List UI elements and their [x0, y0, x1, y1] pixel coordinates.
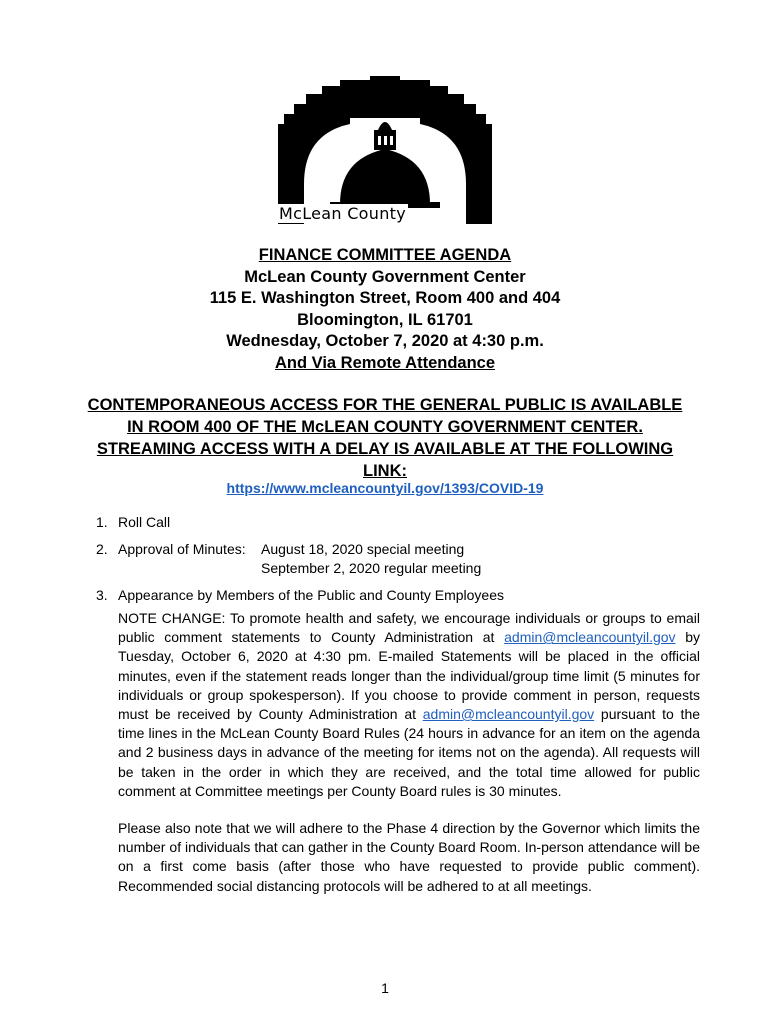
agenda-remote: And Via Remote Attendance: [274, 353, 496, 372]
item-number: 3.: [96, 587, 108, 603]
email-link-2[interactable]: admin@mcleancountyil.gov: [422, 706, 595, 723]
minutes-line-1: August 18, 2020 special meeting: [261, 541, 465, 557]
agenda-item-minutes: [96, 540, 700, 578]
minutes-line-2: September 2, 2020 regular meeting: [261, 560, 482, 576]
item-number: 1.: [96, 514, 108, 530]
note-change-paragraph: [118, 609, 700, 801]
item-number: 2.: [96, 541, 108, 557]
access-notice: CONTEMPORANEOUS ACCESS FOR THE GENERAL PUBLIC IS AVAILABLE IN ROOM 400 OF THE McLEAN COUNTY GOVERNMENT CENTER. STREAMING ACCESS WITH A DELAY IS AVAILABLE AT THE FOLLOWING LINK:: [87, 396, 683, 480]
agenda-item-appearance: [96, 586, 700, 896]
item-label: Roll Call: [118, 514, 171, 530]
note-text-a: NOTE CHANGE: To promote health and safety, we encourage individuals or groups to email public comment statements to County Administration at: [118, 610, 700, 646]
agenda-header: [0, 245, 770, 374]
agenda-address: 115 E. Washington Street, Room 400 and 404: [209, 289, 561, 307]
covid-link[interactable]: https://www.mcleancountyil.gov/1393/COVID-19: [226, 480, 544, 496]
agenda-item-roll-call: [96, 513, 700, 532]
note-text-b: by Tuesday, October 6, 2020 at 4:30 pm. E-mailed Statements will be placed in the official minutes, even if the statement reads longer than the individual/group time limit (5 minutes for individuals or group spokesperson). If you choose to provide comment in person, requests must be received by County Administration at: [118, 629, 701, 723]
email-link[interactable]: admin@mcleancountyil.gov: [504, 629, 676, 646]
page-number: 1: [381, 980, 389, 996]
agenda-datetime: Wednesday, October 7, 2020 at 4:30 p.m.: [226, 332, 544, 350]
agenda-location: McLean County Government Center: [244, 267, 526, 286]
item-label: Appearance by Members of the Public and County Employees: [118, 587, 504, 603]
note-text-c: pursuant to the time lines in the McLean County Board Rules (24 hours in advance for an item on the agenda and 2 business days in advance of the meeting for items not on the agenda). All requests will be taken in the order in which they are received, and the total time allowed for public comment at Committee meetings per County Board rules is 30 minutes.: [118, 706, 701, 799]
agenda-city: Bloomington, IL 61701: [297, 310, 473, 329]
phase-4-paragraph: Please also note that we will adhere to the Phase 4 direction by the Governor which limits the number of individuals that can gather in the County Board Room. In-person attendance will be on a first come basis (after those who have requested to provide public comment). Recommended social distancing protocols will be adhered to at all meetings.: [118, 820, 700, 894]
item-label: Approval of Minutes:: [118, 541, 246, 557]
logo-text: McLean County: [279, 204, 406, 223]
agenda-title: FINANCE COMMITTEE AGENDA: [258, 246, 512, 264]
agenda-items: [96, 513, 700, 904]
